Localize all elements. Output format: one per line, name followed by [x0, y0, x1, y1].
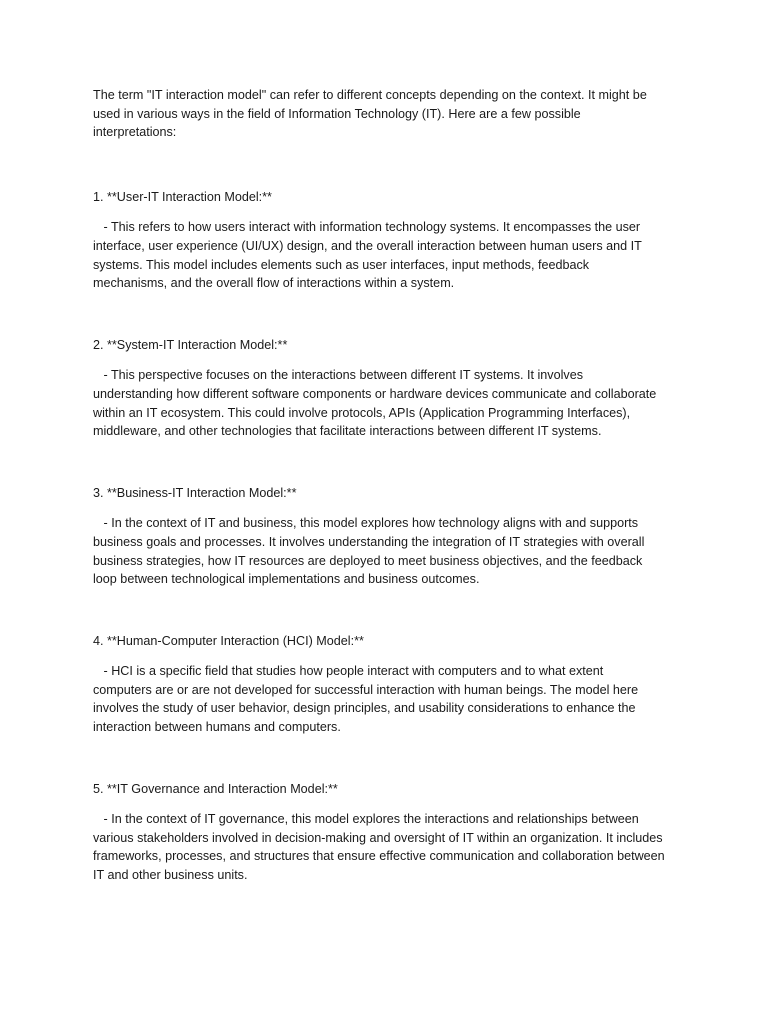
- section-spacer: [93, 293, 665, 336]
- section-spacer: [93, 589, 665, 632]
- section-user-it: [93, 188, 665, 293]
- section-heading: 2. **System-IT Interaction Model:**: [93, 337, 288, 352]
- section-body: - This perspective focuses on the interactions between different IT systems. It involves understanding how different software components or hardware devices communicate and collaborate within an IT ecosystem. This could involve protocols, APIs (Application Programming Interfaces), middleware, and other technologies that facilitate interactions between different IT systems.: [93, 368, 660, 439]
- section-spacer: [93, 737, 665, 780]
- section-spacer: [93, 441, 665, 484]
- section-heading: 4. **Human-Computer Interaction (HCI) Model:**: [93, 633, 364, 648]
- section-body: - In the context of IT governance, this model explores the interactions and relationships between various stakeholders involved in decision-making and oversight of IT within an organization. It includes frameworks, processes, and structures that ensure effective communication and collaboration between IT and other business units.: [93, 812, 669, 883]
- section-body: - HCI is a specific field that studies how people interact with computers and to what extent computers are or are not developed for successful interaction with human beings. The model here involves the study of user behavior, design principles, and usability considerations to enhance the interaction between humans and computers.: [93, 664, 642, 735]
- section-heading: 3. **Business-IT Interaction Model:**: [93, 485, 297, 500]
- section-it-governance: [93, 780, 669, 885]
- section-body: - In the context of IT and business, this model explores how technology aligns with and supports business goals and processes. It involves understanding the integration of IT strategies with overall business strategies, how IT resources are deployed to meet business objectives, and the feedback loop between technological implementations and business outcomes.: [93, 516, 648, 587]
- section-heading: 5. **IT Governance and Interaction Model:**: [93, 781, 338, 796]
- section-business-it: [93, 484, 665, 589]
- intro-paragraph: The term "IT interaction model" can refer to different concepts depending on the context. It might be used in various ways in the field of Information Technology (IT). Here are a few possible interpretations:: [93, 88, 651, 140]
- section-heading: 1. **User-IT Interaction Model:**: [93, 189, 272, 204]
- section-body: - This refers to how users interact with information technology systems. It encompasses the user interface, user experience (UI/UX) design, and the overall interaction between human users and IT systems. This model includes elements such as user interfaces, input methods, feedback mechanisms, and the overall flow of interactions within a system.: [93, 220, 646, 291]
- section-system-it: [93, 336, 665, 441]
- section-hci: [93, 632, 665, 737]
- document-page: [93, 86, 669, 885]
